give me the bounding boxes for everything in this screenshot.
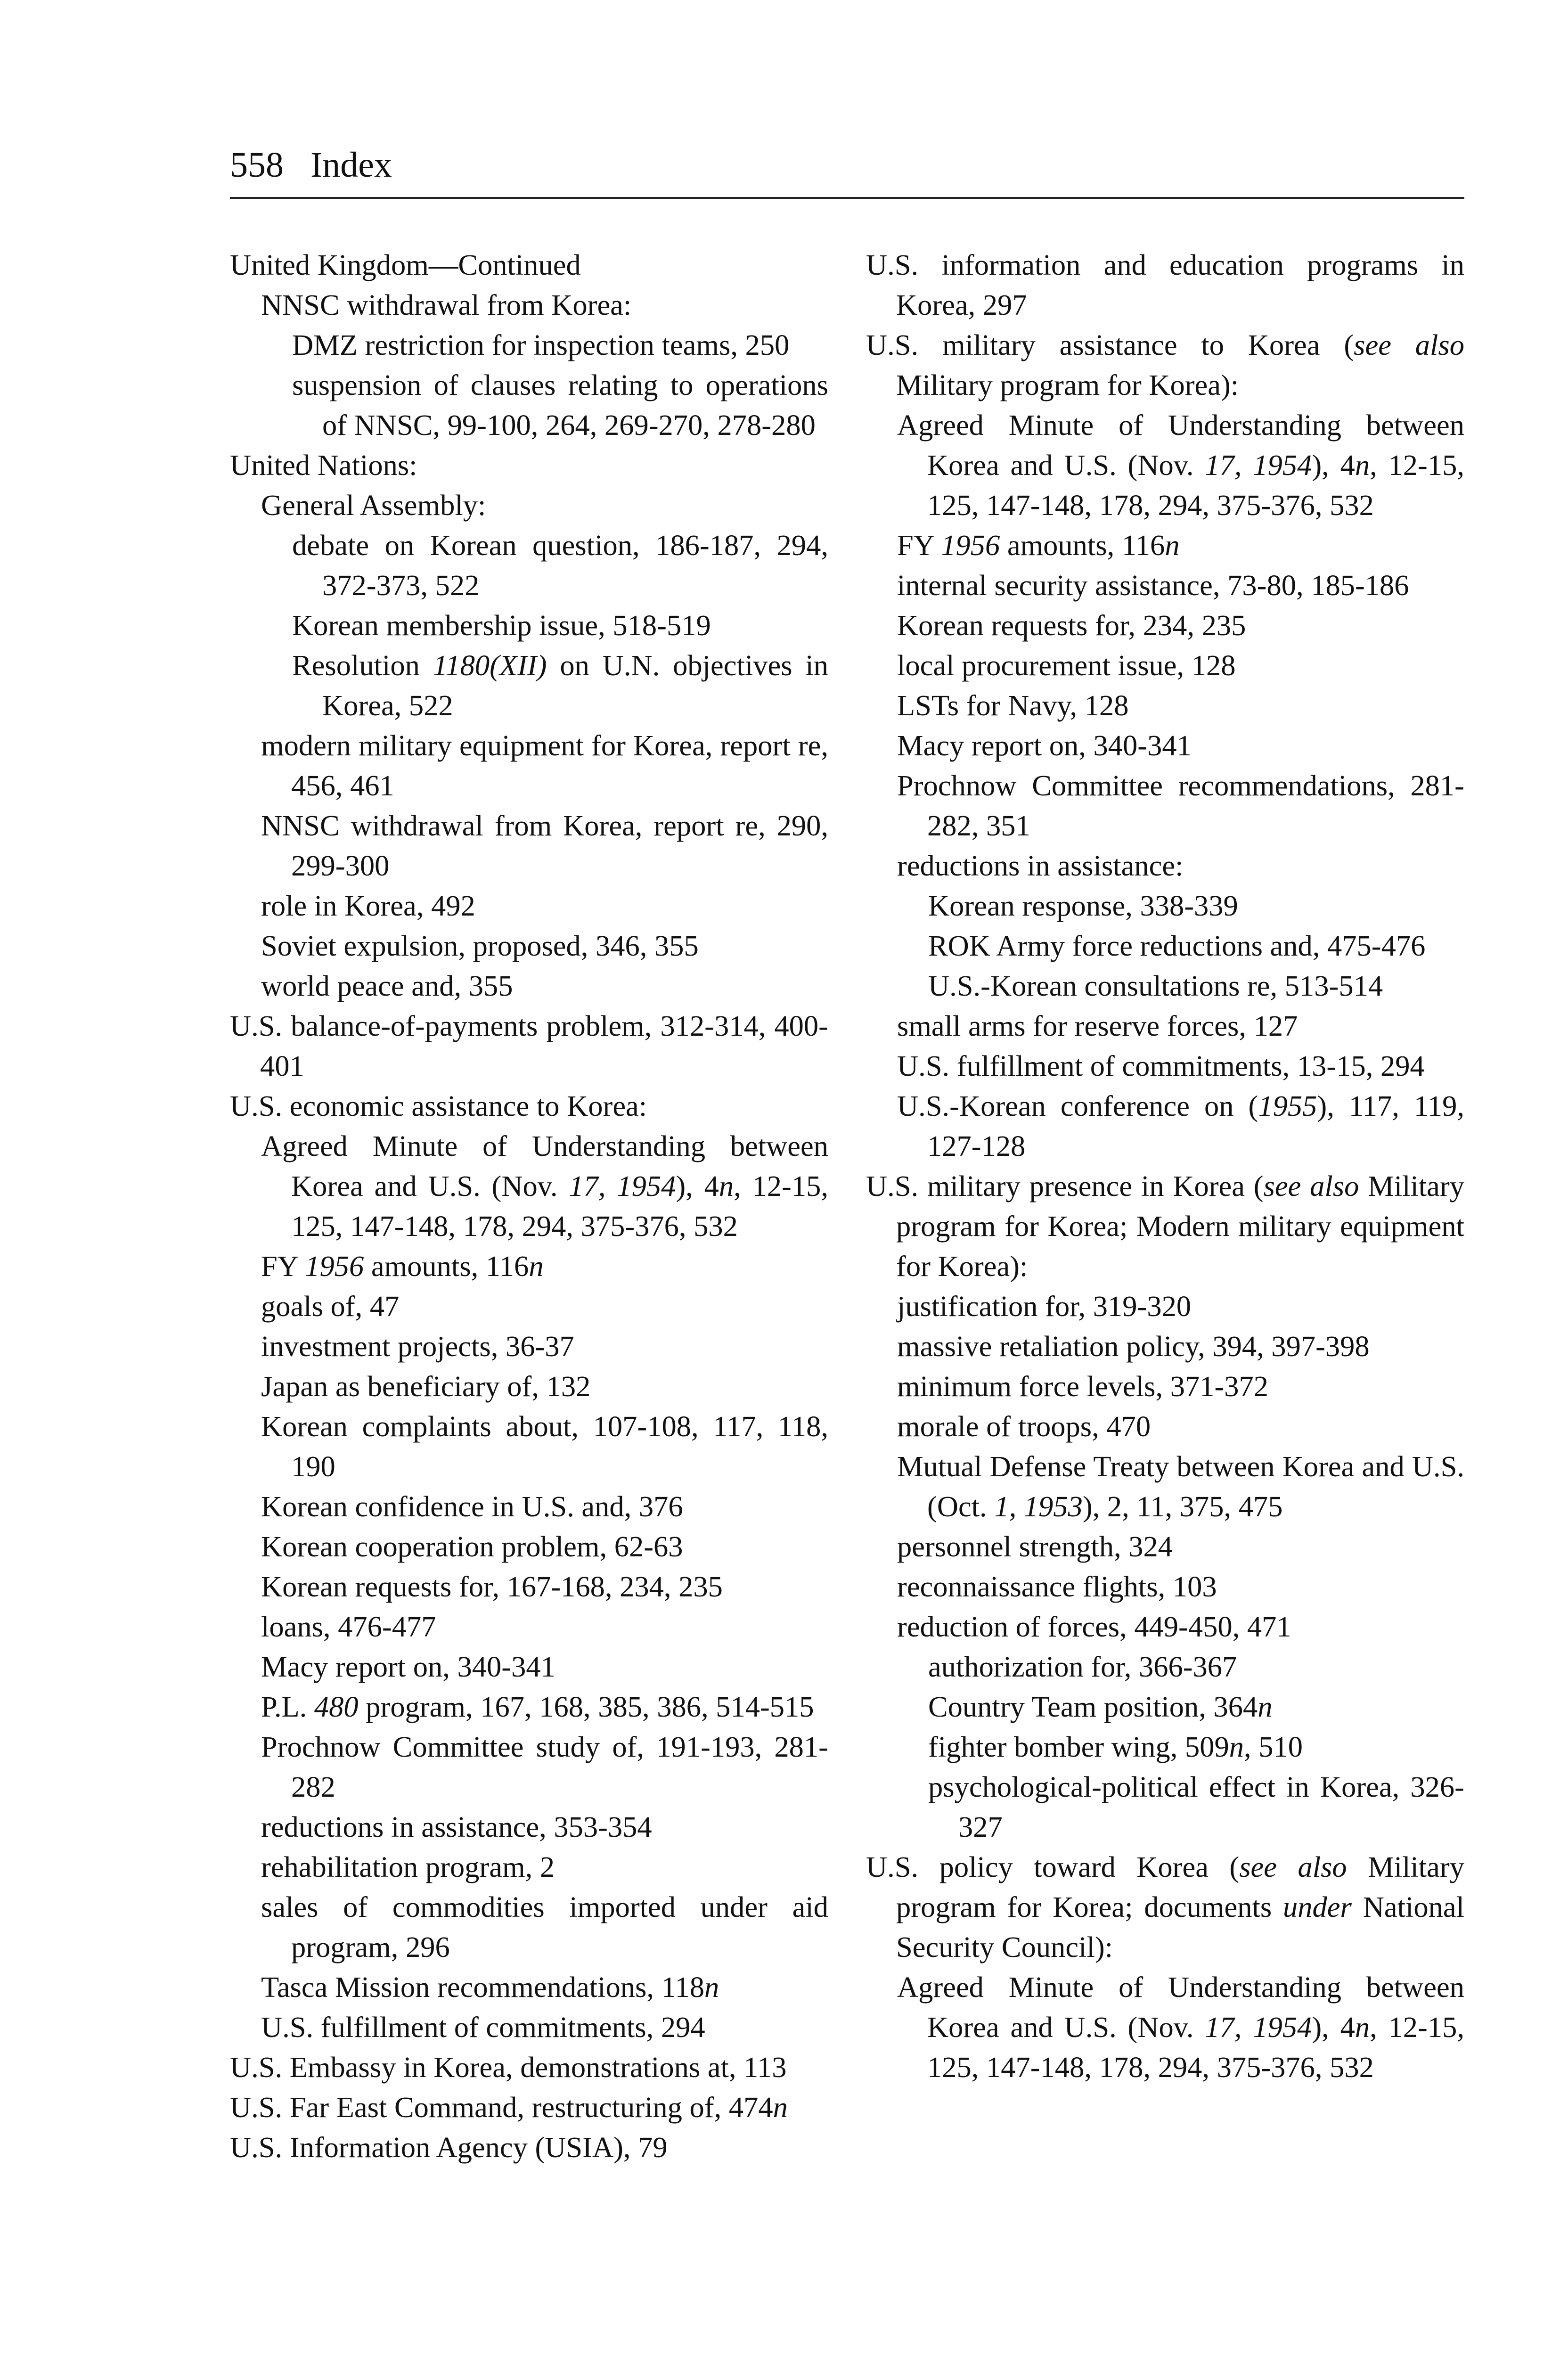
index-entry: U.S. economic assistance to Korea:	[230, 1089, 647, 1122]
index-entry: Korean complaints about, 107-108, 117, 118, 190	[261, 1410, 828, 1483]
index-entry: Japan as beneficiary of, 132	[261, 1370, 591, 1403]
index-entry: FY 1956 amounts, 116n	[897, 529, 1180, 562]
running-header	[230, 141, 1464, 199]
index-entry: Prochnow Committee recommendations, 281-282, 351	[897, 769, 1464, 842]
index-entry: personnel strength, 324	[897, 1530, 1173, 1563]
index-entry: U.S. policy toward Korea (see also Military program for Korea; documents under National Security Council):	[866, 1850, 1464, 1963]
index-entry: Tasca Mission recommendations, 118n	[261, 1971, 719, 2004]
index-entry: investment projects, 36-37	[261, 1330, 574, 1363]
index-entry: U.S. balance-of-payments problem, 312-314, 400-401	[230, 1009, 828, 1082]
index-entry: Korean membership issue, 518-519	[292, 609, 711, 642]
index-entry: suspension of clauses relating to operations of NNSC, 99-100, 264, 269-270, 278-280	[292, 368, 828, 442]
index-entry: Agreed Minute of Understanding between Korea and U.S. (Nov. 17, 1954), 4n, 12-15, 125, 147-148, 178, 294, 375-376, 532	[261, 1129, 828, 1243]
index-entry: U.S. Far East Command, restructuring of, 474n	[230, 2091, 788, 2124]
index-entry: reductions in assistance, 353-354	[261, 1810, 652, 1843]
index-entry: modern military equipment for Korea, report re, 456, 461	[261, 729, 828, 802]
index-entry: rehabilitation program, 2	[261, 1850, 555, 1883]
index-entry: Resolution 1180(XII) on U.N. objectives in Korea, 522	[292, 649, 829, 722]
index-entry: FY 1956 amounts, 116n	[261, 1250, 544, 1283]
index-entry: debate on Korean question, 186-187, 294, 372-373, 522	[292, 529, 828, 602]
index-entry: DMZ restriction for inspection teams, 250	[292, 328, 790, 361]
index-entry: psychological-political effect in Korea, 326-327	[928, 1770, 1464, 1843]
index-entry: U.S. fulfillment of commitments, 294	[261, 2011, 705, 2044]
index-entry: local procurement issue, 128	[897, 649, 1236, 682]
index-entry: Korean cooperation problem, 62-63	[261, 1530, 683, 1563]
index-entry: justification for, 319-320	[897, 1290, 1192, 1323]
page-number: 558	[230, 145, 284, 185]
index-entry: Soviet expulsion, proposed, 346, 355	[261, 929, 699, 962]
index-entry: small arms for reserve forces, 127	[897, 1009, 1298, 1042]
index-entry: role in Korea, 492	[261, 889, 475, 922]
index-entry: Macy report on, 340-341	[261, 1650, 555, 1683]
index-entry: reductions in assistance:	[897, 849, 1184, 882]
index-entry: LSTs for Navy, 128	[897, 689, 1129, 722]
index-entry: United Kingdom—Continued	[230, 248, 581, 281]
index-entry: U.S. military assistance to Korea (see also Military program for Korea):	[866, 328, 1464, 401]
index-entry: reduction of forces, 449-450, 471	[897, 1610, 1291, 1643]
page-title: Index	[310, 145, 392, 185]
index-column-right	[866, 245, 1464, 2087]
index-entry: minimum force levels, 371-372	[897, 1370, 1269, 1403]
index-entry: authorization for, 366-367	[928, 1650, 1237, 1683]
index-entry: internal security assistance, 73-80, 185-186	[897, 569, 1409, 602]
index-entry: U.S. Embassy in Korea, demonstrations at, 113	[230, 2051, 787, 2084]
index-entry: NNSC withdrawal from Korea, report re, 290, 299-300	[261, 809, 828, 882]
index-column-left	[230, 245, 828, 2168]
index-entry: United Nations:	[230, 449, 417, 482]
index-entry: ROK Army force reductions and, 475-476	[928, 929, 1426, 962]
index-entry: U.S. information and education programs in Korea, 297	[866, 248, 1464, 321]
index-entry: massive retaliation policy, 394, 397-398	[897, 1330, 1370, 1363]
index-entry: Country Team position, 364n	[928, 1690, 1273, 1723]
index-entry: sales of commodities imported under aid program, 296	[261, 1890, 828, 1963]
index-entry: U.S. fulfillment of commitments, 13-15, 294	[897, 1049, 1425, 1082]
index-entry: NNSC withdrawal from Korea:	[261, 288, 632, 321]
index-entry: U.S.-Korean conference on (1955), 117, 119, 127-128	[897, 1089, 1464, 1162]
index-entry: fighter bomber wing, 509n, 510	[928, 1730, 1303, 1763]
index-entry: world peace and, 355	[261, 969, 513, 1002]
index-entry: Korean confidence in U.S. and, 376	[261, 1490, 683, 1523]
index-entry: goals of, 47	[261, 1290, 400, 1323]
index-entry: U.S.-Korean consultations re, 513-514	[928, 969, 1383, 1002]
index-entry: Korean requests for, 234, 235	[897, 609, 1246, 642]
index-entry: Macy report on, 340-341	[897, 729, 1192, 762]
index-entry: General Assembly:	[261, 489, 486, 522]
index-entry: reconnaissance flights, 103	[897, 1570, 1217, 1603]
index-entry: Prochnow Committee study of, 191-193, 281-282	[261, 1730, 828, 1803]
index-entry: Agreed Minute of Understanding between Korea and U.S. (Nov. 17, 1954), 4n, 12-15, 125, 147-148, 178, 294, 375-376, 532	[897, 1971, 1464, 2084]
index-entry: loans, 476-477	[261, 1610, 436, 1643]
index-entry: Agreed Minute of Understanding between Korea and U.S. (Nov. 17, 1954), 4n, 12-15, 125, 147-148, 178, 294, 375-376, 532	[897, 409, 1464, 522]
index-entry: U.S. Information Agency (USIA), 79	[230, 2131, 668, 2164]
index-entry: Korean requests for, 167-168, 234, 235	[261, 1570, 723, 1603]
index-entry: U.S. military presence in Korea (see also Military program for Korea; Modern military equipment for Korea):	[866, 1170, 1464, 1283]
index-entry: Mutual Defense Treaty between Korea and U.S. (Oct. 1, 1953), 2, 11, 375, 475	[897, 1450, 1464, 1523]
index-entry: Korean response, 338-339	[928, 889, 1238, 922]
index-entry: P.L. 480 program, 167, 168, 385, 386, 514-515	[261, 1690, 814, 1723]
index-entry: morale of troops, 470	[897, 1410, 1151, 1443]
